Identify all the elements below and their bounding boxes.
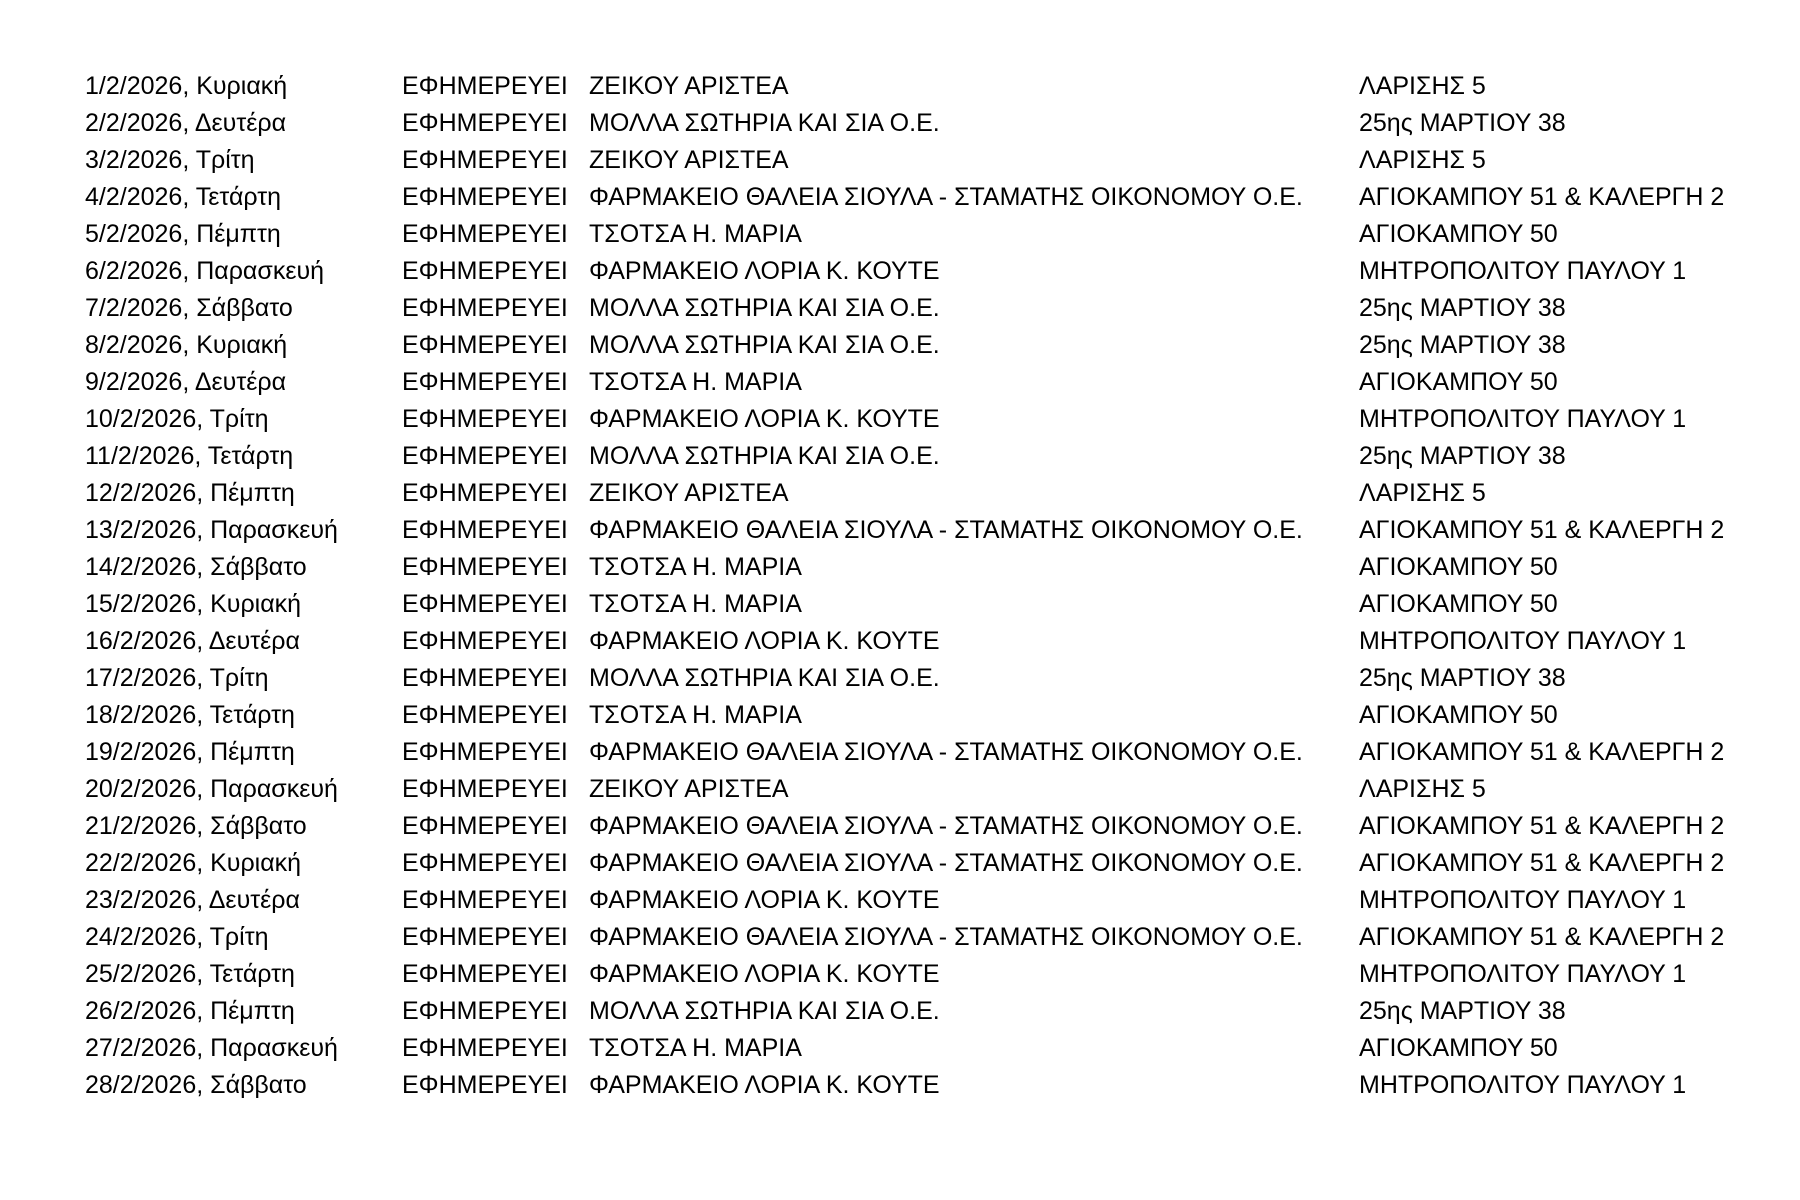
row-address: ΜΗΤΡΟΠΟΛΙΤΟΥ ΠΑΥΛΟΥ 1 — [1359, 627, 1687, 655]
row-date: 6/2/2026, Παρασκευή — [85, 257, 325, 285]
row-date: 4/2/2026, Τετάρτη — [85, 183, 282, 211]
row-date: 18/2/2026, Τετάρτη — [85, 701, 295, 729]
row-status: ΕΦΗΜΕΡΕΥΕΙ — [402, 553, 568, 581]
row-pharmacy: ΦΑΡΜΑΚΕΙΟ ΛΟΡΙΑ Κ. ΚΟΥΤΕ — [589, 886, 940, 914]
schedule-row — [85, 993, 1739, 1030]
row-address: ΜΗΤΡΟΠΟΛΙΤΟΥ ΠΑΥΛΟΥ 1 — [1359, 405, 1687, 433]
row-address: ΑΓΙΟΚΑΜΠΟΥ 51 & ΚΑΛΕΡΓΗ 2 — [1359, 923, 1725, 951]
row-pharmacy: ΤΣΟΤΣΑ Η. ΜΑΡΙΑ — [589, 368, 802, 396]
schedule-row — [85, 105, 1739, 142]
row-date: 23/2/2026, Δευτέρα — [85, 886, 300, 914]
row-status: ΕΦΗΜΕΡΕΥΕΙ — [402, 405, 568, 433]
row-address: ΛΑΡΙΣΗΣ 5 — [1359, 72, 1486, 100]
row-status: ΕΦΗΜΕΡΕΥΕΙ — [402, 1071, 568, 1099]
row-address: ΑΓΙΟΚΑΜΠΟΥ 51 & ΚΑΛΕΡΓΗ 2 — [1359, 812, 1725, 840]
row-pharmacy: ΜΟΛΛΑ ΣΩΤΗΡΙΑ ΚΑΙ ΣΙΑ Ο.Ε. — [589, 442, 940, 470]
row-address: 25ης ΜΑΡΤΙΟΥ 38 — [1359, 109, 1566, 137]
row-address: ΜΗΤΡΟΠΟΛΙΤΟΥ ΠΑΥΛΟΥ 1 — [1359, 960, 1687, 988]
row-status: ΕΦΗΜΕΡΕΥΕΙ — [402, 849, 568, 877]
schedule-row — [85, 734, 1739, 771]
row-status: ΕΦΗΜΕΡΕΥΕΙ — [402, 1034, 568, 1062]
row-status: ΕΦΗΜΕΡΕΥΕΙ — [402, 923, 568, 951]
duty-schedule-list — [85, 68, 1739, 1104]
row-pharmacy: ΤΣΟΤΣΑ Η. ΜΑΡΙΑ — [589, 701, 802, 729]
row-date: 11/2/2026, Τετάρτη — [85, 442, 294, 470]
row-address: 25ης ΜΑΡΤΙΟΥ 38 — [1359, 664, 1566, 692]
row-date: 12/2/2026, Πέμπτη — [85, 479, 295, 507]
row-status: ΕΦΗΜΕΡΕΥΕΙ — [402, 516, 568, 544]
schedule-row — [85, 401, 1739, 438]
row-pharmacy: ΖΕΙΚΟΥ ΑΡΙΣΤΕΑ — [589, 775, 789, 803]
schedule-row — [85, 475, 1739, 512]
row-date: 7/2/2026, Σάββατο — [85, 294, 293, 322]
row-address: ΑΓΙΟΚΑΜΠΟΥ 50 — [1359, 1034, 1558, 1062]
row-pharmacy: ΜΟΛΛΑ ΣΩΤΗΡΙΑ ΚΑΙ ΣΙΑ Ο.Ε. — [589, 997, 940, 1025]
schedule-row — [85, 549, 1739, 586]
row-date: 19/2/2026, Πέμπτη — [85, 738, 295, 766]
row-date: 24/2/2026, Τρίτη — [85, 923, 269, 951]
row-address: ΜΗΤΡΟΠΟΛΙΤΟΥ ΠΑΥΛΟΥ 1 — [1359, 886, 1687, 914]
schedule-row — [85, 697, 1739, 734]
row-date: 14/2/2026, Σάββατο — [85, 553, 307, 581]
row-status: ΕΦΗΜΕΡΕΥΕΙ — [402, 442, 568, 470]
row-address: ΑΓΙΟΚΑΜΠΟΥ 50 — [1359, 701, 1558, 729]
row-pharmacy: ΦΑΡΜΑΚΕΙΟ ΘΑΛΕΙΑ ΣΙΟΥΛΑ - ΣΤΑΜΑΤΗΣ ΟΙΚΟΝΟΜΟΥ Ο.Ε. — [589, 923, 1303, 951]
schedule-row — [85, 660, 1739, 697]
row-status: ΕΦΗΜΕΡΕΥΕΙ — [402, 775, 568, 803]
schedule-row — [85, 808, 1739, 845]
row-status: ΕΦΗΜΕΡΕΥΕΙ — [402, 368, 568, 396]
schedule-row — [85, 364, 1739, 401]
row-date: 20/2/2026, Παρασκευή — [85, 775, 338, 803]
schedule-row — [85, 771, 1739, 808]
row-status: ΕΦΗΜΕΡΕΥΕΙ — [402, 479, 568, 507]
row-pharmacy: ΦΑΡΜΑΚΕΙΟ ΘΑΛΕΙΑ ΣΙΟΥΛΑ - ΣΤΑΜΑΤΗΣ ΟΙΚΟΝΟΜΟΥ Ο.Ε. — [589, 183, 1303, 211]
row-pharmacy: ΦΑΡΜΑΚΕΙΟ ΛΟΡΙΑ Κ. ΚΟΥΤΕ — [589, 257, 940, 285]
row-status: ΕΦΗΜΕΡΕΥΕΙ — [402, 183, 568, 211]
schedule-row — [85, 586, 1739, 623]
row-address: ΑΓΙΟΚΑΜΠΟΥ 50 — [1359, 590, 1558, 618]
row-address: ΜΗΤΡΟΠΟΛΙΤΟΥ ΠΑΥΛΟΥ 1 — [1359, 257, 1687, 285]
row-date: 28/2/2026, Σάββατο — [85, 1071, 307, 1099]
schedule-row — [85, 327, 1739, 364]
row-date: 1/2/2026, Κυριακή — [85, 72, 288, 100]
row-pharmacy: ΦΑΡΜΑΚΕΙΟ ΛΟΡΙΑ Κ. ΚΟΥΤΕ — [589, 960, 940, 988]
schedule-row — [85, 623, 1739, 660]
row-address: ΑΓΙΟΚΑΜΠΟΥ 51 & ΚΑΛΕΡΓΗ 2 — [1359, 516, 1725, 544]
row-date: 17/2/2026, Τρίτη — [85, 664, 269, 692]
row-address: 25ης ΜΑΡΤΙΟΥ 38 — [1359, 442, 1566, 470]
row-pharmacy: ΦΑΡΜΑΚΕΙΟ ΘΑΛΕΙΑ ΣΙΟΥΛΑ - ΣΤΑΜΑΤΗΣ ΟΙΚΟΝΟΜΟΥ Ο.Ε. — [589, 812, 1303, 840]
row-date: 16/2/2026, Δευτέρα — [85, 627, 300, 655]
schedule-row — [85, 68, 1739, 105]
row-status: ΕΦΗΜΕΡΕΥΕΙ — [402, 886, 568, 914]
row-status: ΕΦΗΜΕΡΕΥΕΙ — [402, 664, 568, 692]
schedule-row — [85, 290, 1739, 327]
row-date: 8/2/2026, Κυριακή — [85, 331, 288, 359]
row-address: ΑΓΙΟΚΑΜΠΟΥ 50 — [1359, 553, 1558, 581]
row-date: 25/2/2026, Τετάρτη — [85, 960, 295, 988]
row-status: ΕΦΗΜΕΡΕΥΕΙ — [402, 331, 568, 359]
row-pharmacy: ΜΟΛΛΑ ΣΩΤΗΡΙΑ ΚΑΙ ΣΙΑ Ο.Ε. — [589, 294, 940, 322]
row-address: ΑΓΙΟΚΑΜΠΟΥ 51 & ΚΑΛΕΡΓΗ 2 — [1359, 849, 1725, 877]
row-status: ΕΦΗΜΕΡΕΥΕΙ — [402, 627, 568, 655]
row-pharmacy: ΦΑΡΜΑΚΕΙΟ ΛΟΡΙΑ Κ. ΚΟΥΤΕ — [589, 1071, 940, 1099]
row-pharmacy: ΤΣΟΤΣΑ Η. ΜΑΡΙΑ — [589, 553, 802, 581]
row-address: 25ης ΜΑΡΤΙΟΥ 38 — [1359, 997, 1566, 1025]
row-status: ΕΦΗΜΕΡΕΥΕΙ — [402, 960, 568, 988]
schedule-row — [85, 512, 1739, 549]
row-date: 27/2/2026, Παρασκευή — [85, 1034, 338, 1062]
row-status: ΕΦΗΜΕΡΕΥΕΙ — [402, 146, 568, 174]
schedule-row — [85, 919, 1739, 956]
row-pharmacy: ΤΣΟΤΣΑ Η. ΜΑΡΙΑ — [589, 220, 802, 248]
row-date: 26/2/2026, Πέμπτη — [85, 997, 295, 1025]
schedule-row — [85, 845, 1739, 882]
row-status: ΕΦΗΜΕΡΕΥΕΙ — [402, 72, 568, 100]
row-pharmacy: ΜΟΛΛΑ ΣΩΤΗΡΙΑ ΚΑΙ ΣΙΑ Ο.Ε. — [589, 664, 940, 692]
row-pharmacy: ΦΑΡΜΑΚΕΙΟ ΘΑΛΕΙΑ ΣΙΟΥΛΑ - ΣΤΑΜΑΤΗΣ ΟΙΚΟΝΟΜΟΥ Ο.Ε. — [589, 849, 1303, 877]
row-address: 25ης ΜΑΡΤΙΟΥ 38 — [1359, 294, 1566, 322]
row-pharmacy: ΦΑΡΜΑΚΕΙΟ ΛΟΡΙΑ Κ. ΚΟΥΤΕ — [589, 627, 940, 655]
schedule-row — [85, 1067, 1739, 1104]
row-date: 13/2/2026, Παρασκευή — [85, 516, 338, 544]
row-address: ΛΑΡΙΣΗΣ 5 — [1359, 775, 1486, 803]
row-date: 15/2/2026, Κυριακή — [85, 590, 302, 618]
row-date: 10/2/2026, Τρίτη — [85, 405, 269, 433]
row-pharmacy: ΜΟΛΛΑ ΣΩΤΗΡΙΑ ΚΑΙ ΣΙΑ Ο.Ε. — [589, 331, 940, 359]
row-status: ΕΦΗΜΕΡΕΥΕΙ — [402, 738, 568, 766]
row-status: ΕΦΗΜΕΡΕΥΕΙ — [402, 997, 568, 1025]
row-date: 9/2/2026, Δευτέρα — [85, 368, 287, 396]
row-address: ΑΓΙΟΚΑΜΠΟΥ 50 — [1359, 368, 1558, 396]
row-status: ΕΦΗΜΕΡΕΥΕΙ — [402, 701, 568, 729]
row-pharmacy: ΜΟΛΛΑ ΣΩΤΗΡΙΑ ΚΑΙ ΣΙΑ Ο.Ε. — [589, 109, 940, 137]
row-pharmacy: ΖΕΙΚΟΥ ΑΡΙΣΤΕΑ — [589, 479, 789, 507]
row-pharmacy: ΦΑΡΜΑΚΕΙΟ ΛΟΡΙΑ Κ. ΚΟΥΤΕ — [589, 405, 940, 433]
row-address: ΛΑΡΙΣΗΣ 5 — [1359, 479, 1486, 507]
schedule-row — [85, 142, 1739, 179]
row-status: ΕΦΗΜΕΡΕΥΕΙ — [402, 220, 568, 248]
row-pharmacy: ΖΕΙΚΟΥ ΑΡΙΣΤΕΑ — [589, 146, 789, 174]
schedule-row — [85, 179, 1739, 216]
schedule-row — [85, 216, 1739, 253]
row-status: ΕΦΗΜΕΡΕΥΕΙ — [402, 109, 568, 137]
schedule-row — [85, 882, 1739, 919]
row-address: 25ης ΜΑΡΤΙΟΥ 38 — [1359, 331, 1566, 359]
row-status: ΕΦΗΜΕΡΕΥΕΙ — [402, 812, 568, 840]
schedule-row — [85, 253, 1739, 290]
row-date: 3/2/2026, Τρίτη — [85, 146, 255, 174]
row-address: ΜΗΤΡΟΠΟΛΙΤΟΥ ΠΑΥΛΟΥ 1 — [1359, 1071, 1687, 1099]
row-pharmacy: ΦΑΡΜΑΚΕΙΟ ΘΑΛΕΙΑ ΣΙΟΥΛΑ - ΣΤΑΜΑΤΗΣ ΟΙΚΟΝΟΜΟΥ Ο.Ε. — [589, 516, 1303, 544]
row-date: 22/2/2026, Κυριακή — [85, 849, 302, 877]
row-pharmacy: ΦΑΡΜΑΚΕΙΟ ΘΑΛΕΙΑ ΣΙΟΥΛΑ - ΣΤΑΜΑΤΗΣ ΟΙΚΟΝΟΜΟΥ Ο.Ε. — [589, 738, 1303, 766]
row-address: ΑΓΙΟΚΑΜΠΟΥ 50 — [1359, 220, 1558, 248]
row-date: 5/2/2026, Πέμπτη — [85, 220, 281, 248]
row-address: ΑΓΙΟΚΑΜΠΟΥ 51 & ΚΑΛΕΡΓΗ 2 — [1359, 183, 1725, 211]
row-pharmacy: ΖΕΙΚΟΥ ΑΡΙΣΤΕΑ — [589, 72, 789, 100]
row-address: ΛΑΡΙΣΗΣ 5 — [1359, 146, 1486, 174]
schedule-row — [85, 956, 1739, 993]
row-pharmacy: ΤΣΟΤΣΑ Η. ΜΑΡΙΑ — [589, 1034, 802, 1062]
row-pharmacy: ΤΣΟΤΣΑ Η. ΜΑΡΙΑ — [589, 590, 802, 618]
schedule-row — [85, 438, 1739, 475]
row-status: ΕΦΗΜΕΡΕΥΕΙ — [402, 257, 568, 285]
schedule-row — [85, 1030, 1739, 1067]
row-status: ΕΦΗΜΕΡΕΥΕΙ — [402, 590, 568, 618]
row-date: 21/2/2026, Σάββατο — [85, 812, 307, 840]
row-address: ΑΓΙΟΚΑΜΠΟΥ 51 & ΚΑΛΕΡΓΗ 2 — [1359, 738, 1725, 766]
row-status: ΕΦΗΜΕΡΕΥΕΙ — [402, 294, 568, 322]
row-date: 2/2/2026, Δευτέρα — [85, 109, 287, 137]
